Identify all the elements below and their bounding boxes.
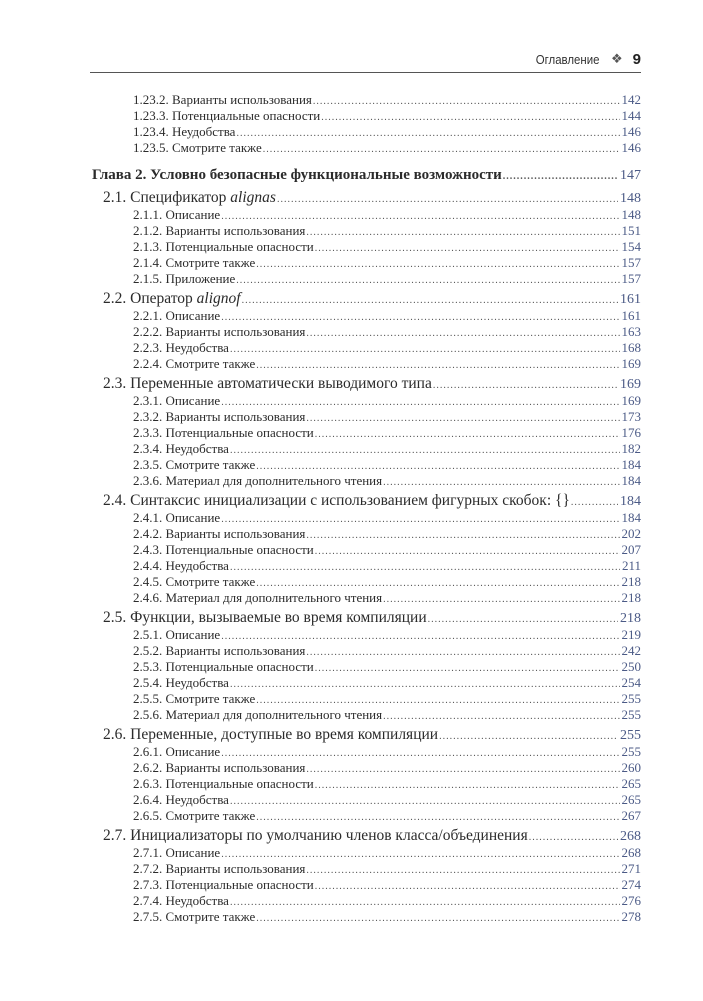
toc-entry-label: 2.5.2. Варианты использования [133, 643, 306, 658]
toc-page-number: 173 [621, 409, 641, 424]
dot-leader [221, 395, 619, 409]
toc-entry-title [133, 308, 221, 324]
toc-entry-label: 2.3.3. Потенциальные опасности [133, 425, 314, 440]
toc-page-number: 260 [621, 760, 641, 775]
toc-subsection[interactable] [92, 340, 641, 356]
toc-page-number: 161 [621, 308, 641, 323]
dot-leader [428, 611, 618, 627]
toc-entry-label: 2.1.4. Смотрите также [133, 255, 256, 270]
toc-entry-label: 2.5.4. Неудобства [133, 675, 229, 690]
toc-page-number: 250 [621, 659, 641, 674]
toc-entry-title [133, 691, 256, 707]
dot-leader [221, 310, 619, 324]
dot-leader [306, 528, 619, 542]
toc-page-number: 207 [621, 542, 641, 557]
toc-entry-title [133, 356, 256, 372]
toc-entry-title [103, 726, 439, 744]
dot-leader [383, 709, 619, 723]
dot-leader [256, 693, 619, 707]
toc-entry-label: 2.3.4. Неудобства [133, 441, 229, 456]
toc-chapter[interactable] [92, 165, 641, 185]
toc-subsection[interactable] [92, 675, 641, 691]
toc-subsection[interactable] [92, 643, 641, 659]
toc-entry-label: 1.23.2. Варианты использования [133, 92, 312, 107]
toc-entry-label: 2.2.3. Неудобства [133, 340, 229, 355]
dot-leader [256, 257, 619, 271]
toc-page-number: 255 [620, 728, 641, 743]
dot-leader [230, 560, 620, 574]
toc-entry-title [133, 707, 383, 723]
toc-subsection[interactable] [92, 255, 641, 271]
dot-leader [433, 377, 618, 393]
toc-page-number: 148 [620, 191, 641, 206]
toc-entry-title [133, 340, 230, 356]
toc-subsection[interactable] [92, 409, 641, 425]
dot-leader [306, 411, 619, 425]
dot-leader [306, 762, 619, 776]
toc-entry-title [133, 909, 256, 925]
toc-page-number: 157 [621, 271, 641, 286]
toc-entry-title [133, 441, 230, 457]
dot-leader [315, 241, 620, 255]
dot-leader [306, 645, 619, 659]
toc-subsection[interactable] [92, 792, 641, 808]
toc-subsection[interactable] [92, 239, 641, 255]
toc-entry-label: 2.6.3. Потенциальные опасности [133, 776, 314, 791]
toc-page-number: 169 [621, 393, 641, 408]
toc-entry-title [133, 590, 383, 606]
toc-entry-title [133, 877, 315, 893]
toc-entry-label: 2.7.3. Потенциальные опасности [133, 877, 314, 892]
toc-page-number: 202 [621, 526, 641, 541]
toc-page-number: 168 [621, 340, 641, 355]
toc-page-number: 169 [620, 377, 641, 392]
toc-entry-label: 2.5.5. Смотрите также [133, 691, 256, 706]
toc-entry-title [133, 845, 221, 861]
dot-leader [321, 110, 619, 124]
dot-leader [383, 475, 619, 489]
toc-subsection[interactable] [92, 776, 641, 792]
toc-subsection[interactable] [92, 707, 641, 723]
dot-leader [315, 544, 620, 558]
toc-entry-title [133, 425, 315, 441]
dot-leader [236, 273, 619, 287]
toc-subsection[interactable] [92, 124, 641, 140]
dot-leader [230, 443, 620, 457]
toc-subsection[interactable] [92, 845, 641, 861]
toc-entry-label: 2.2.1. Описание [133, 308, 221, 323]
dot-leader [230, 342, 620, 356]
toc-page-number: 268 [620, 829, 641, 844]
dot-leader [221, 209, 619, 223]
toc-subsection[interactable] [92, 744, 641, 760]
toc-page-number: 255 [621, 691, 641, 706]
toc-subsection[interactable] [92, 574, 641, 590]
toc-entry-title [133, 776, 315, 792]
toc-page-number: 161 [620, 292, 641, 307]
toc-entry-label: 2.4.6. Материал для дополнительного чтения [133, 590, 383, 605]
toc-subsection[interactable] [92, 558, 641, 574]
toc-subsection[interactable] [92, 324, 641, 340]
toc-page-number: 265 [621, 776, 641, 791]
toc-page-number: 271 [621, 861, 641, 876]
toc-entry-label: 1.23.4. Неудобства [133, 124, 236, 139]
toc-entry-label: 2.3.2. Варианты использования [133, 409, 306, 424]
toc-subsection[interactable] [92, 893, 641, 909]
toc-subsection[interactable] [92, 861, 641, 877]
toc-entry-title [133, 510, 221, 526]
ornament-icon: ❖ [611, 51, 623, 66]
dot-leader [315, 427, 620, 441]
toc-page-number: 218 [621, 590, 641, 605]
toc-entry-title [133, 207, 221, 223]
toc-entry-title [133, 255, 256, 271]
toc-page-number: 163 [621, 324, 641, 339]
toc-subsection[interactable] [92, 140, 641, 156]
dot-leader [256, 810, 619, 824]
toc-entry-title [133, 861, 306, 877]
toc-subsection[interactable] [92, 425, 641, 441]
toc-page-number: 267 [621, 808, 641, 823]
toc-entry-label: 2.4.2. Варианты использования [133, 526, 306, 541]
dot-leader [306, 326, 619, 340]
toc-entry-label: 2.6. Переменные, доступные во время компиляции [103, 726, 439, 743]
toc-page-number: 242 [621, 643, 641, 658]
toc-page-number: 184 [621, 473, 641, 488]
toc-entry-label: 2.7. Инициализаторы по умолчанию членов класса/объединения [103, 827, 528, 844]
dot-leader [256, 459, 619, 473]
dot-leader [221, 629, 619, 643]
toc-entry-title [133, 324, 306, 340]
toc-subsection[interactable] [92, 691, 641, 707]
toc-entry-title [133, 558, 230, 574]
toc-entry-label: 2.7.5. Смотрите также [133, 909, 256, 924]
toc-page-number: 254 [621, 675, 641, 690]
toc-entry-label: 2.5.1. Описание [133, 627, 221, 642]
toc-subsection[interactable] [92, 207, 641, 223]
toc-subsection[interactable] [92, 542, 641, 558]
toc-entry-title [133, 893, 230, 909]
dot-leader [230, 895, 620, 909]
toc-entry-keyword: alignas [230, 189, 276, 206]
toc-subsection[interactable] [92, 441, 641, 457]
toc-page-number: 182 [621, 441, 641, 456]
toc-page-number: 157 [621, 255, 641, 270]
toc-entry-title [133, 108, 321, 124]
toc-page-number: 184 [621, 457, 641, 472]
toc-subsection[interactable] [92, 909, 641, 925]
toc-entry-title [133, 808, 256, 824]
dot-leader [503, 167, 618, 185]
toc-entry-label: 2.4.1. Описание [133, 510, 221, 525]
dot-leader [230, 794, 620, 808]
toc-subsection[interactable] [92, 590, 641, 606]
running-header-title: Оглавление [535, 51, 599, 67]
toc-entry-title [133, 574, 256, 590]
toc-entry-title [103, 827, 529, 845]
toc-page-number: 218 [620, 611, 641, 626]
toc-page-number: 274 [621, 877, 641, 892]
toc-subsection[interactable] [92, 877, 641, 893]
toc-entry-label: 2.1.5. Приложение [133, 271, 236, 286]
toc-entry-title [133, 140, 263, 156]
dot-leader [529, 829, 618, 845]
toc-entry-label: 2.7.4. Неудобства [133, 893, 229, 908]
toc-subsection[interactable] [92, 223, 641, 239]
dot-leader [256, 576, 619, 590]
toc-subsection[interactable] [92, 108, 641, 124]
toc-page-number: 147 [620, 168, 641, 183]
toc-page-number: 146 [621, 124, 641, 139]
toc-subsection[interactable] [92, 526, 641, 542]
toc-entry-label: 2.5. Функции, вызываемые во время компиляции [103, 609, 427, 626]
page-number: 9 [632, 50, 641, 68]
toc-subsection[interactable] [92, 627, 641, 643]
toc-entry-title [103, 492, 571, 510]
toc-entry-label: 2.3. Переменные автоматически выводимого типа [103, 375, 432, 392]
toc-section[interactable] [92, 827, 641, 845]
toc-section[interactable] [92, 290, 641, 308]
toc-entry-title [133, 760, 306, 776]
toc-entry-title [133, 271, 236, 287]
dot-leader [242, 292, 618, 308]
toc-entry-title [133, 627, 221, 643]
dot-leader [571, 494, 618, 510]
toc-entry-label: 1.23.3. Потенциальные опасности [133, 108, 321, 123]
dot-leader [306, 225, 619, 239]
toc-section[interactable] [92, 726, 641, 744]
dot-leader [315, 778, 620, 792]
toc-page-number: 154 [621, 239, 641, 254]
toc-entry-keyword: alignof [196, 290, 241, 307]
toc-entry-label: 2.3.1. Описание [133, 393, 221, 408]
toc-subsection[interactable] [92, 510, 641, 526]
toc-page-number: 146 [621, 140, 641, 155]
toc-subsection[interactable] [92, 356, 641, 372]
toc-entry-title [133, 92, 313, 108]
toc-entry-label: 2.2.4. Смотрите также [133, 356, 256, 371]
toc-subsection[interactable] [92, 457, 641, 473]
toc-entry-label: 2.1.2. Варианты использования [133, 223, 306, 238]
dot-leader [236, 126, 619, 140]
toc-subsection[interactable] [92, 393, 641, 409]
dot-leader [256, 358, 619, 372]
toc-entry-label: 2.2.2. Варианты использования [133, 324, 306, 339]
toc-page-number: 184 [620, 494, 641, 509]
toc-page-number: 184 [621, 510, 641, 525]
dot-leader [383, 592, 619, 606]
running-header [90, 46, 641, 73]
toc-page-number: 219 [621, 627, 641, 642]
toc-page-number: 278 [621, 909, 641, 924]
dot-leader [256, 911, 619, 925]
table-of-contents [92, 92, 641, 925]
toc-entry-title [133, 473, 383, 489]
toc-subsection[interactable] [92, 808, 641, 824]
toc-page-number: 148 [621, 207, 641, 222]
toc-subsection[interactable] [92, 308, 641, 324]
toc-entry-title [133, 124, 236, 140]
toc-entry-label: 2.1.3. Потенциальные опасности [133, 239, 314, 254]
dot-leader [263, 142, 620, 156]
toc-page-number: 144 [621, 108, 641, 123]
toc-entry-label: 2.3.6. Материал для дополнительного чтения [133, 473, 383, 488]
toc-entry-title [133, 675, 230, 691]
toc-entry-label: 2.4.5. Смотрите также [133, 574, 256, 589]
toc-entry-label: 2.6.1. Описание [133, 744, 221, 759]
toc-entry-title [103, 609, 428, 627]
toc-entry-title [133, 744, 221, 760]
toc-page-number: 276 [621, 893, 641, 908]
toc-entry-title [103, 189, 277, 207]
toc-entry-title [133, 643, 306, 659]
toc-page-number: 255 [621, 707, 641, 722]
toc-section[interactable] [92, 492, 641, 510]
toc-entry-title [133, 223, 306, 239]
toc-entry-label: 2.1.1. Описание [133, 207, 221, 222]
toc-subsection[interactable] [92, 92, 641, 108]
dot-leader [315, 879, 620, 893]
toc-page-number: 211 [621, 558, 641, 573]
toc-entry-label: 2.4.3. Потенциальные опасности [133, 542, 314, 557]
dot-leader [439, 728, 618, 744]
dot-leader [315, 661, 620, 675]
toc-entry-title [103, 290, 242, 308]
dot-leader [230, 677, 620, 691]
toc-page-number: 169 [621, 356, 641, 371]
toc-entry-label: 2.6.4. Неудобства [133, 792, 229, 807]
toc-entry-title [133, 393, 221, 409]
toc-entry-title [133, 792, 230, 808]
dot-leader [221, 746, 619, 760]
toc-entry-label: 2.4. Синтаксис инициализации с использованием фигурных скобок: {} [103, 492, 570, 509]
toc-entry-title [133, 457, 256, 473]
toc-entry-title [133, 409, 306, 425]
toc-page-number: 255 [621, 744, 641, 759]
toc-subsection[interactable] [92, 659, 641, 675]
toc-entry-label: 2.7.1. Описание [133, 845, 221, 860]
toc-page-number: 151 [621, 223, 641, 238]
dot-leader [221, 847, 619, 861]
toc-entry-label: 2.6.5. Смотрите также [133, 808, 256, 823]
toc-entry-label: 2.6.2. Варианты использования [133, 760, 306, 775]
toc-page-number: 268 [621, 845, 641, 860]
toc-entry-label: 2.5.6. Материал для дополнительного чтения [133, 707, 383, 722]
toc-page-number: 218 [621, 574, 641, 589]
toc-entry-title [133, 659, 315, 675]
toc-page-number: 265 [621, 792, 641, 807]
toc-entry-label: 2.1. Спецификатор [103, 189, 231, 206]
toc-entry-title [133, 526, 306, 542]
toc-entry-title [133, 239, 315, 255]
toc-subsection[interactable] [92, 271, 641, 287]
toc-entry-label: 2.2. Оператор [103, 290, 197, 307]
toc-entry-title [92, 165, 503, 185]
toc-page-number: 142 [621, 92, 641, 107]
dot-leader [306, 863, 619, 877]
toc-subsection[interactable] [92, 760, 641, 776]
toc-entry-label: 2.4.4. Неудобства [133, 558, 229, 573]
toc-section[interactable] [92, 375, 641, 393]
toc-entry-label: 2.7.2. Варианты использования [133, 861, 306, 876]
toc-entry-title [133, 542, 315, 558]
toc-entry-label: 2.3.5. Смотрите также [133, 457, 256, 472]
toc-entry-label: Глава 2. Условно безопасные функциональные возможности [92, 167, 502, 183]
toc-entry-label: 2.5.3. Потенциальные опасности [133, 659, 314, 674]
dot-leader [313, 94, 620, 108]
dot-leader [277, 191, 618, 207]
toc-page-number: 176 [621, 425, 641, 440]
toc-section[interactable] [92, 189, 641, 207]
dot-leader [221, 512, 619, 526]
toc-section[interactable] [92, 609, 641, 627]
toc-entry-title [103, 375, 433, 393]
toc-entry-label: 1.23.5. Смотрите также [133, 140, 262, 155]
toc-subsection[interactable] [92, 473, 641, 489]
